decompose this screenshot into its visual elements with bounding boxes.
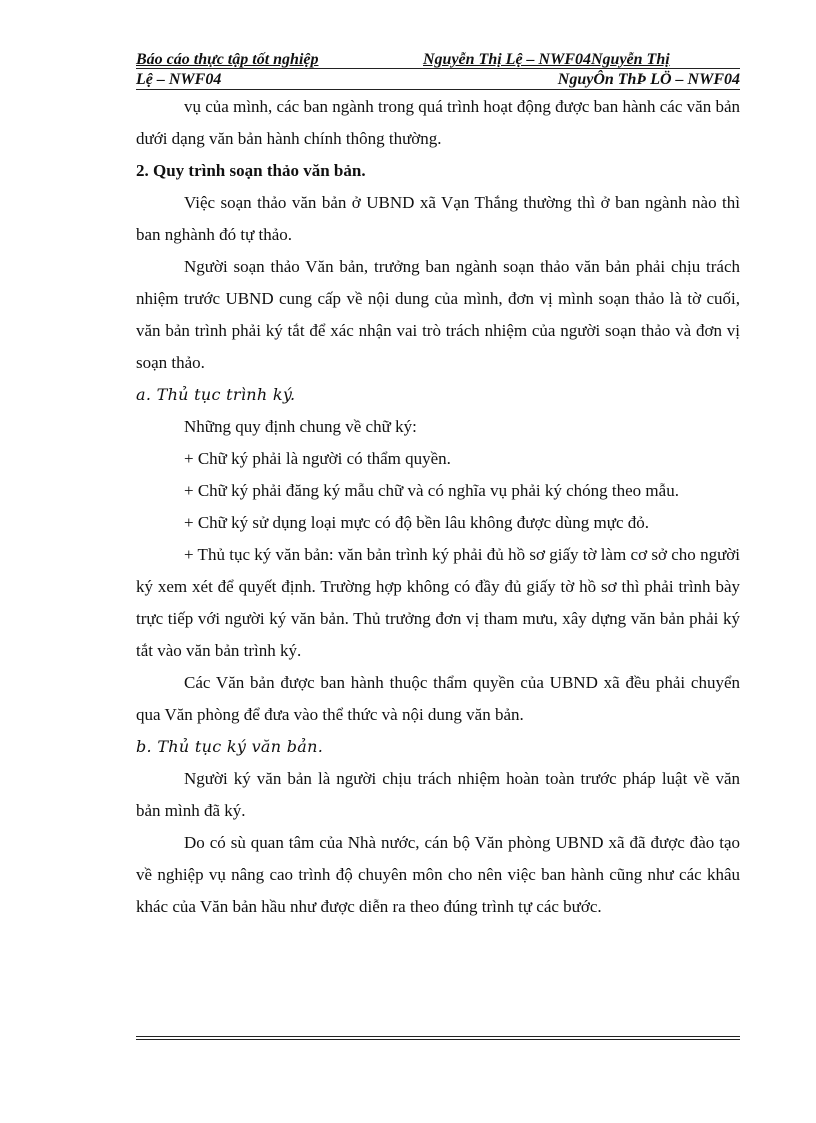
footer-rule (136, 1036, 740, 1037)
list-item: + Thủ tục ký văn bản: văn bản trình ký phải đủ hồ sơ giấy tờ làm cơ sở cho người ký xem xét để quyết định. Trường hợp không có đầy đủ giấy tờ hồ sơ thì phải trình bày trực tiếp với người ký văn bản. Thủ trưởng đơn vị tham mưu, xây dựng văn bản phải ký tắt vào văn bản trình ký. (136, 545, 740, 660)
subsection-heading: a. Thủ tục trình ký. (136, 385, 296, 404)
document-body (136, 91, 740, 923)
footer-rule (136, 1039, 740, 1040)
paragraph: Người ký văn bản là người chịu trách nhiệm hoàn toàn trước pháp luật về văn bản mình đã ký. (136, 769, 740, 820)
list-item: + Chữ ký phải là người có thẩm quyền. (184, 449, 451, 468)
list-item: + Chữ ký phải đăng ký mẫu chữ và có nghĩa vụ phải ký chóng theo mẫu. (184, 481, 679, 500)
paragraph: vụ của mình, các ban ngành trong quá trình hoạt động được ban hành các văn bản dưới dạng văn bản hành chính thông thường. (136, 97, 740, 148)
paragraph: Các Văn bản được ban hành thuộc thẩm quyền của UBND xã đều phải chuyển qua Văn phòng để đưa vào thể thức và nội dung văn bản. (136, 673, 740, 724)
header-rule-bottom (136, 89, 740, 90)
section-heading: 2. Quy trình soạn thảo văn bản. (136, 161, 366, 180)
running-header-line1 (136, 51, 740, 69)
header-author-garbled: NguyÔn ThÞ LÖ – NWF04 (557, 71, 740, 88)
paragraph: Việc soạn thảo văn bản ở UBND xã Vạn Thắng thường thì ở ban ngành nào thì ban nghành đó tự thảo. (136, 193, 740, 244)
paragraph: Những quy định chung về chữ ký: (184, 417, 417, 436)
paragraph: Do có sù quan tâm của Nhà nước, cán bộ Văn phòng UBND xã đã được đào tạo về nghiệp vụ nâng cao trình độ chuyên môn cho nên việc ban hành cũng như các khâu khác của Văn bản hầu như được diễn ra theo đúng trình tự các bước. (136, 833, 740, 916)
paragraph: Người soạn thảo Văn bản, trưởng ban ngành soạn thảo văn bản phải chịu trách nhiệm trước UBND cung cấp về nội dung của mình, đơn vị mình soạn thảo là tờ cuối, văn bản trình phải ký tắt để xác nhận vai trò trách nhiệm của người soạn thảo và đơn vị soạn thảo. (136, 257, 740, 372)
list-item: + Chữ ký sử dụng loại mực có độ bền lâu không được dùng mực đỏ. (184, 513, 650, 532)
header-report-title: Báo cáo thực tập tốt nghiệp (136, 51, 319, 68)
running-header-line2 (136, 71, 740, 89)
header-rule (136, 68, 740, 69)
header-author-continued: Lệ – NWF04 (136, 71, 222, 88)
subsection-heading: b. Thủ tục ký văn bản. (136, 737, 324, 756)
header-author: Nguyễn Thị Lệ – NWF04Nguyễn Thị (423, 51, 670, 68)
